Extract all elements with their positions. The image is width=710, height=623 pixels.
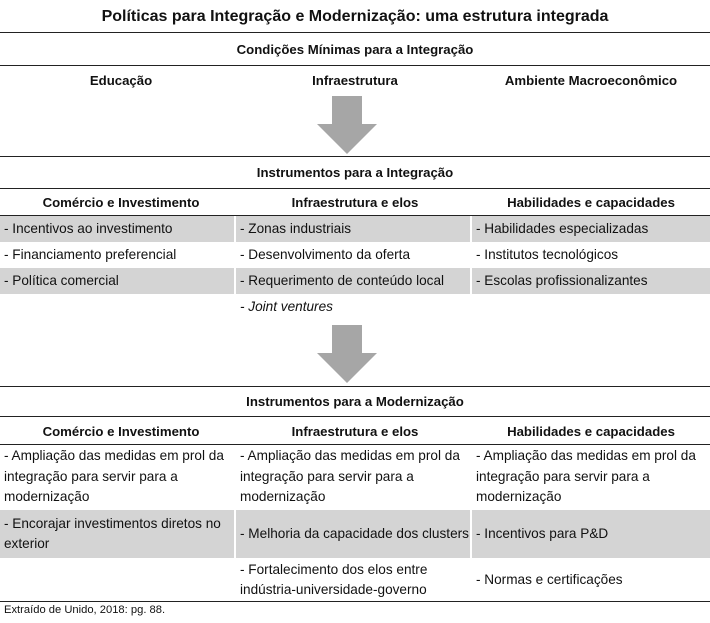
table-cell: - Joint ventures bbox=[240, 298, 333, 314]
column-header-macro: Ambiente Macroeconômico bbox=[504, 73, 678, 88]
table-cell: - Desenvolvimento da oferta bbox=[240, 246, 411, 262]
divider bbox=[0, 444, 710, 445]
divider bbox=[0, 156, 710, 157]
table-cell: - Encorajar investimentos diretos no exterior bbox=[0, 510, 234, 558]
column-header-infrastructure: Infraestrutura bbox=[312, 73, 398, 88]
divider bbox=[0, 416, 710, 417]
table-cell: - Política comercial bbox=[0, 268, 234, 294]
table-cell: - Melhoria da capacidade dos clusters bbox=[236, 510, 470, 558]
column-header-links: Infraestrutura e elos bbox=[291, 424, 419, 439]
table-cell: - Escolas profissionalizantes bbox=[472, 268, 710, 294]
source-note: Extraído de Unido, 2018: pg. 88. bbox=[4, 604, 166, 616]
divider bbox=[0, 386, 710, 387]
table-cell: - Fortalecimento dos elos entre indústria-universidade-governo bbox=[240, 561, 428, 597]
divider bbox=[0, 188, 710, 189]
section-heading-conditions: Condições Mínimas para a Integração bbox=[236, 42, 474, 57]
column-header-education: Educação bbox=[89, 73, 153, 88]
down-arrow-icon bbox=[317, 96, 377, 156]
figure-title: Políticas para Integração e Modernização: uma estrutura integrada bbox=[101, 8, 609, 25]
section-heading-modernization: Instrumentos para a Modernização bbox=[246, 394, 464, 409]
table-cell: - Financiamento preferencial bbox=[4, 246, 177, 262]
table-cell: - Incentivos para P&D bbox=[472, 510, 710, 558]
column-header-skills: Habilidades e capacidades bbox=[507, 195, 675, 210]
table-cell: - Normas e certificações bbox=[476, 571, 623, 587]
section-heading-integration: Instrumentos para a Integração bbox=[256, 165, 454, 180]
down-arrow-icon bbox=[317, 325, 377, 385]
column-header-skills: Habilidades e capacidades bbox=[507, 424, 675, 439]
column-header-trade: Comércio e Investimento bbox=[42, 195, 200, 210]
table-cell: - Incentivos ao investimento bbox=[0, 216, 234, 242]
column-header-links: Infraestrutura e elos bbox=[291, 195, 419, 210]
divider bbox=[0, 601, 710, 602]
table-cell bbox=[0, 558, 234, 602]
table-cell: - Zonas industriais bbox=[236, 216, 470, 242]
column-header-trade: Comércio e Investimento bbox=[42, 424, 200, 439]
divider bbox=[0, 65, 710, 66]
divider bbox=[0, 32, 710, 33]
table-cell: - Requerimento de conteúdo local bbox=[236, 268, 470, 294]
table-cell: - Ampliação das medidas em prol da integração para servir para a modernização bbox=[476, 448, 696, 504]
table-cell: - Ampliação das medidas em prol da integração para servir para a modernização bbox=[4, 448, 224, 504]
table-cell: - Habilidades especializadas bbox=[472, 216, 710, 242]
table-cell: - Ampliação das medidas em prol da integração para servir para a modernização bbox=[240, 448, 460, 504]
table-cell: - Institutos tecnológicos bbox=[476, 246, 619, 262]
